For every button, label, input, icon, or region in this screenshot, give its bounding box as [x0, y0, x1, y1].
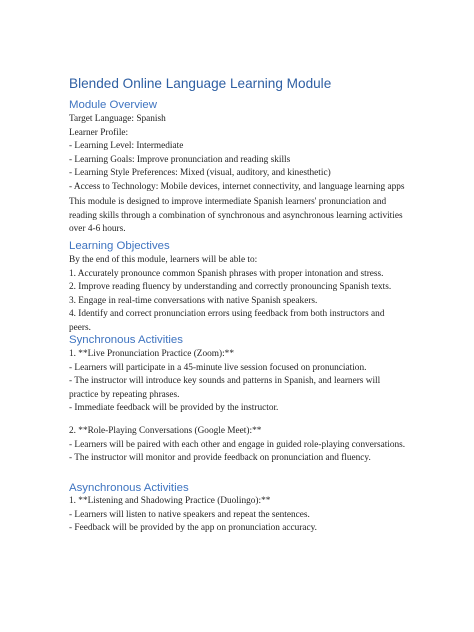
activity-line: practice by repeating phrases.	[69, 389, 180, 400]
synchronous-activity-2	[69, 425, 414, 466]
activity-line: - The instructor will monitor and provide feedback on pronunciation and fluency.	[69, 453, 371, 463]
heading-module-overview: Module Overview	[69, 99, 157, 111]
activity-line: 1. **Live Pronunciation Practice (Zoom):**	[69, 349, 234, 359]
heading-synchronous-activities: Synchronous Activities	[69, 334, 183, 346]
objective-line: peers.	[69, 322, 91, 333]
paragraph-line: This module is designed to improve intermediate Spanish learners' pronunciation and	[69, 197, 387, 207]
heading-asynchronous-activities: Asynchronous Activities	[69, 482, 189, 494]
overview-line: - Learning Style Preferences: Mixed (visual, auditory, and kinesthetic)	[69, 168, 331, 178]
overview-line: - Access to Technology: Mobile devices, internet connectivity, and language learning apps	[69, 181, 405, 192]
paragraph-line: over 4-6 hours.	[69, 224, 126, 234]
objective-line: 1. Accurately pronounce common Spanish phrases with proper intonation and stress.	[69, 268, 384, 279]
objectives-list	[69, 254, 414, 335]
activity-line: 2. **Role-Playing Conversations (Google Meet):**	[69, 426, 262, 436]
document-title: Blended Online Language Learning Module	[69, 76, 332, 91]
asynchronous-activity-1	[69, 495, 414, 536]
overview-line: Learner Profile:	[69, 127, 129, 138]
objective-line: 2. Improve reading fluency by understanding and correctly pronouncing Spanish texts.	[69, 282, 392, 292]
overview-line: Target Language: Spanish	[69, 114, 166, 124]
activity-line: 1. **Listening and Shadowing Practice (Duolingo):**	[69, 496, 271, 506]
activity-line: - Learners will listen to native speakers and repeat the sentences.	[69, 509, 310, 520]
objective-line: 3. Engage in real-time conversations with native Spanish speakers.	[69, 295, 318, 306]
activity-line: - Learners will participate in a 45-minute live session focused on pronunciation.	[69, 362, 367, 373]
synchronous-activity-1	[69, 348, 414, 416]
heading-learning-objectives: Learning Objectives	[69, 240, 170, 252]
activity-line: - Feedback will be provided by the app on pronunciation accuracy.	[69, 523, 318, 533]
overview-list	[69, 113, 414, 194]
overview-paragraph	[69, 196, 414, 237]
objective-line: 4. Identify and correct pronunciation errors using feedback from both instructors and	[69, 309, 385, 319]
overview-line: - Learning Goals: Improve pronunciation and reading skills	[69, 154, 291, 165]
activity-line: - Learners will be paired with each other and engage in guided role-playing conversations.	[69, 439, 406, 450]
overview-line: - Learning Level: Intermediate	[69, 141, 184, 151]
activity-line: - Immediate feedback will be provided by the instructor.	[69, 403, 279, 413]
paragraph-line: reading skills through a combination of synchronous and asynchronous learning activities	[69, 210, 403, 221]
activity-line: - The instructor will introduce key sounds and patterns in Spanish, and learners will	[69, 376, 381, 386]
objective-line: By the end of this module, learners will be able to:	[69, 255, 258, 265]
